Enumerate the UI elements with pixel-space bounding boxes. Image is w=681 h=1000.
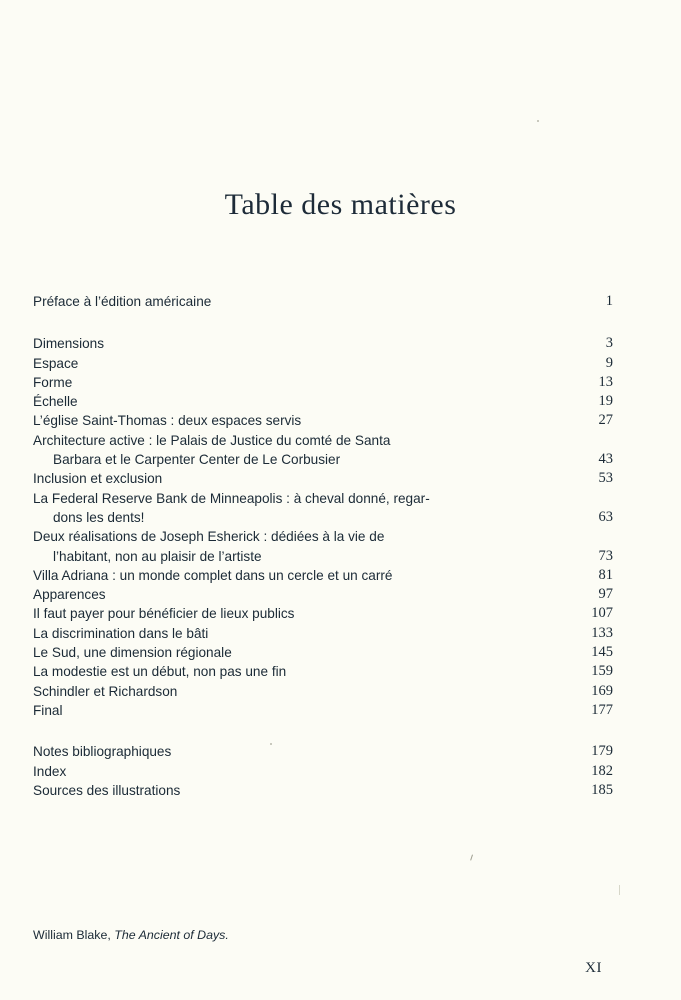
toc-entry-label: Dimensions [33, 336, 105, 352]
toc-entry-page: 81 [598, 566, 613, 583]
toc-entry-label: La Federal Reserve Bank de Minneapolis : à cheval donné, regar- dons les dents! [33, 489, 430, 528]
toc-entry[interactable] [33, 411, 613, 430]
toc-entry-label: Final [33, 702, 63, 718]
toc-entry-page: 177 [591, 701, 613, 718]
toc-entry[interactable] [33, 431, 613, 470]
paper-mark [470, 855, 476, 862]
toc-entry[interactable] [33, 354, 613, 373]
toc-entry[interactable] [33, 662, 613, 681]
toc-entry[interactable] [33, 742, 613, 761]
toc-entry-page: 63 [598, 508, 613, 525]
page-folio: XI [585, 960, 602, 976]
toc-entry-page: 9 [605, 354, 613, 371]
toc-entry-page: 185 [591, 781, 613, 798]
toc-entry[interactable] [33, 762, 613, 781]
toc-entry-label: Il faut payer pour bénéficier de lieux publics [33, 606, 295, 622]
toc-entry-label: Échelle [33, 394, 78, 410]
toc-entry[interactable] [33, 566, 613, 585]
page-title: Table des matières [224, 188, 457, 222]
toc-entry-page: 107 [591, 605, 613, 622]
toc-entry-page: 97 [598, 586, 613, 603]
toc-entry-page: 159 [591, 663, 613, 680]
toc-entry[interactable] [33, 585, 613, 604]
toc-entry-label: Index [33, 763, 67, 779]
toc-entry[interactable] [33, 527, 613, 566]
toc-entry[interactable] [33, 489, 613, 528]
toc-entry[interactable] [33, 334, 613, 353]
toc-entry-label: Sources des illustrations [33, 782, 181, 798]
credit-author: William Blake, [33, 928, 111, 942]
toc-entry-page: 145 [591, 644, 613, 661]
toc-entry-label: Notes bibliographiques [33, 744, 172, 760]
paper-speck [537, 120, 539, 122]
illustration-credit [33, 928, 229, 942]
toc-entry-label-continuation: Barbara et le Carpenter Center de Le Corbusier [53, 452, 341, 468]
toc-entry[interactable] [33, 469, 613, 488]
toc-entry-page: 3 [605, 335, 613, 352]
toc-entry-label: La discrimination dans le bâti [33, 625, 209, 641]
toc-entry-label: Deux réalisations de Joseph Esherick : dédiées à la vie de l’habitant, non au plaisir de l’artiste [33, 527, 384, 566]
toc-entry-page: 179 [591, 743, 613, 760]
toc-entry[interactable] [33, 373, 613, 392]
toc-entry[interactable] [33, 392, 613, 411]
toc-entry-label: Apparences [33, 587, 106, 603]
toc-group-chapters [33, 334, 613, 720]
toc-group-back-matter [33, 742, 613, 800]
toc-entry[interactable] [33, 292, 613, 311]
toc-entry-label: Forme [33, 374, 73, 390]
toc-entry-label-continuation: l’habitant, non au plaisir de l’artiste [53, 548, 262, 564]
toc-entry-page: 169 [591, 682, 613, 699]
toc-entry-page: 182 [591, 762, 613, 779]
table-of-contents [33, 292, 613, 818]
toc-entry-label: Villa Adriana : un monde complet dans un cercle et un carré [33, 567, 393, 583]
toc-entry[interactable] [33, 682, 613, 701]
paper-mark [619, 885, 620, 895]
toc-entry-page: 73 [598, 547, 613, 564]
toc-group-front-matter [33, 292, 613, 311]
toc-entry-page: 53 [598, 470, 613, 487]
toc-entry-label: La modestie est un début, non pas une fin [33, 664, 287, 680]
toc-entry-page: 19 [598, 393, 613, 410]
toc-entry-page: 133 [591, 624, 613, 641]
toc-entry-label: Architecture active : le Palais de Justice du comté de Santa Barbara et le Carpenter Center de Le Corbusier [33, 431, 390, 470]
toc-entry-page: 13 [598, 373, 613, 390]
toc-entry-label: Le Sud, une dimension régionale [33, 645, 232, 661]
toc-entry[interactable] [33, 643, 613, 662]
toc-entry-label: Espace [33, 355, 79, 371]
toc-entry-page: 27 [598, 412, 613, 429]
toc-entry-label-continuation: dons les dents! [53, 509, 145, 525]
toc-entry[interactable] [33, 604, 613, 623]
toc-entry-page: 1 [605, 293, 613, 309]
toc-entry-label: Schindler et Richardson [33, 683, 178, 699]
toc-entry-page: 43 [598, 451, 613, 468]
toc-entry-label: Préface à l’édition américaine [33, 294, 212, 309]
toc-entry[interactable] [33, 701, 613, 720]
toc-entry[interactable] [33, 624, 613, 643]
toc-entry[interactable] [33, 781, 613, 800]
toc-entry-label: L’église Saint-Thomas : deux espaces servis [33, 413, 302, 429]
toc-entry-label: Inclusion et exclusion [33, 471, 163, 487]
credit-work: The Ancient of Days. [114, 928, 229, 942]
